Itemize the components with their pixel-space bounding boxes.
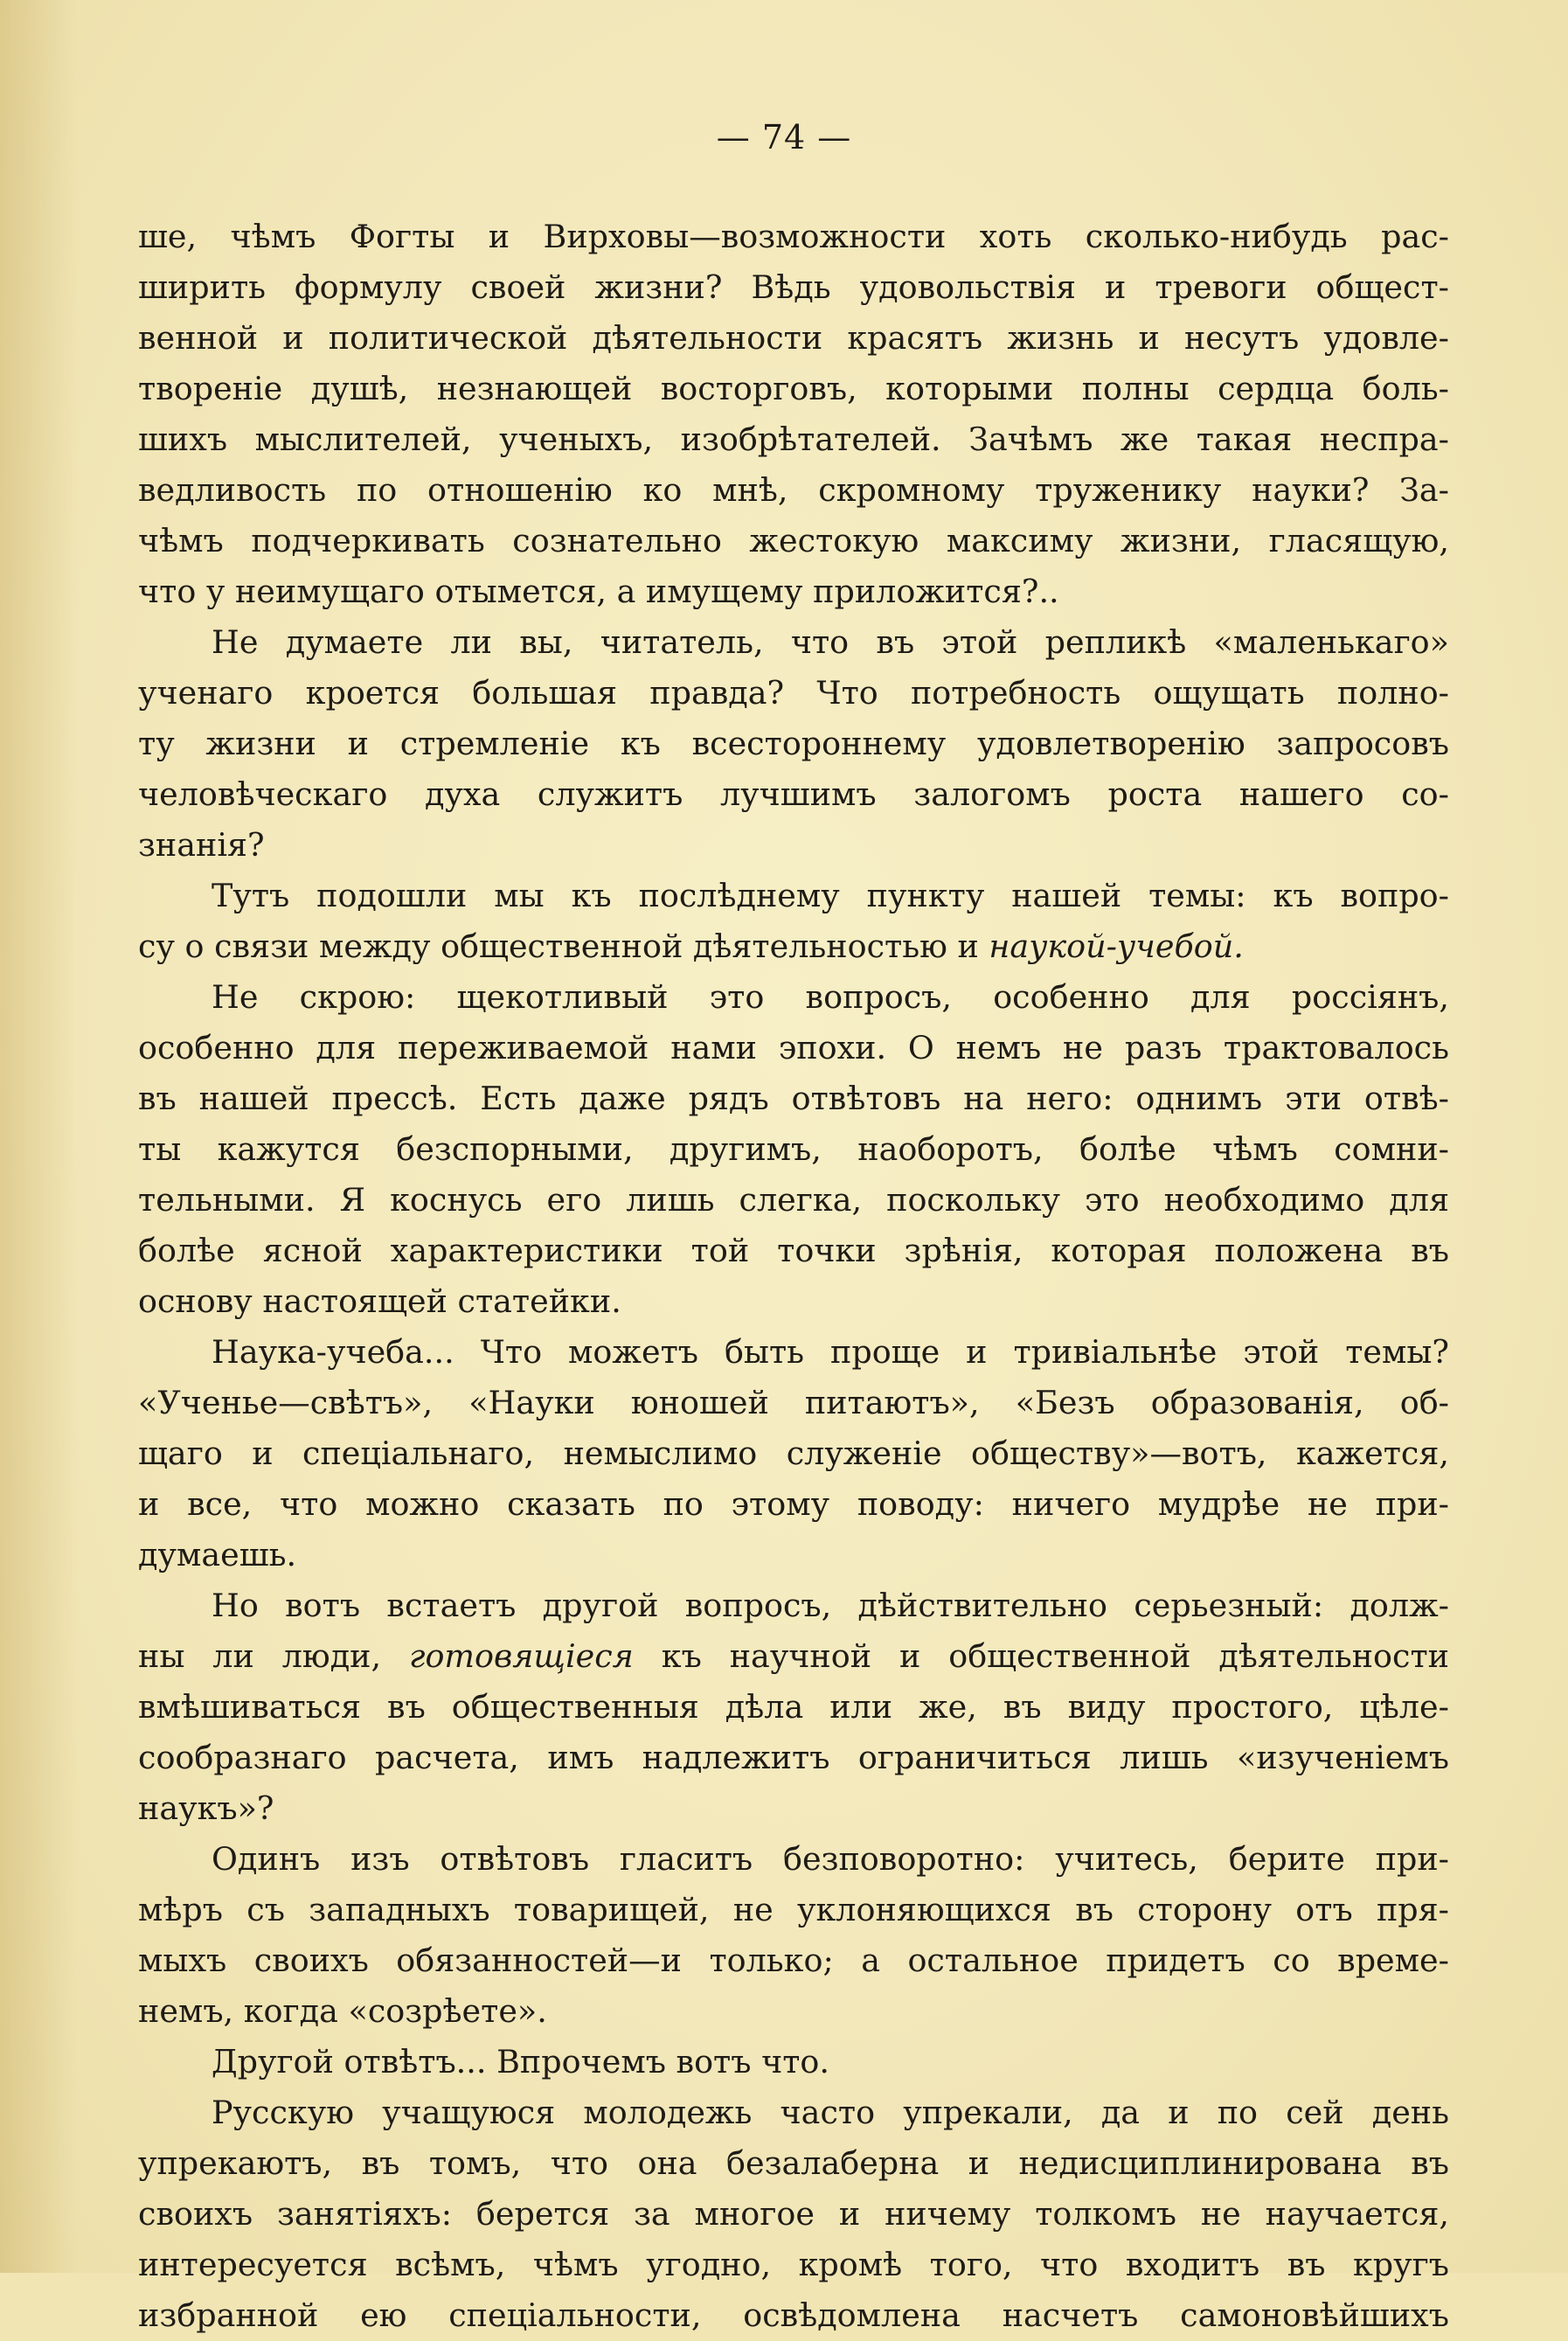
- text-line: [138, 769, 1449, 820]
- text-line-content: Но вотъ встаетъ другой вопросъ, дѣйствительно серьезный: долж-: [212, 1587, 1449, 1624]
- text-line-content: ны ли люди,: [138, 1637, 410, 1675]
- text-line-continuation: къ научной и общественной дѣятельности: [633, 1637, 1449, 1675]
- text-line-content: су о связи между общественной дѣятельностью и: [138, 927, 989, 965]
- text-line-content: мыхъ своихъ обязанностей—и только; а остальное придетъ со време-: [138, 1942, 1449, 1979]
- text-line: [138, 212, 1449, 262]
- text-line: [138, 2240, 1449, 2290]
- text-line: [138, 1530, 1449, 1580]
- text-line: [138, 516, 1449, 566]
- text-line-content: интересуется всѣмъ, чѣмъ угодно, кромѣ того, что входитъ въ кругъ: [138, 2246, 1449, 2283]
- text-line-content: мѣръ съ западныхъ товарищей, не уклоняющихся въ сторону отъ пря-: [138, 1891, 1449, 1928]
- text-line-content: ведливость по отношенію ко мнѣ, скромному труженику науки? За-: [138, 471, 1449, 509]
- body-text: [138, 212, 1449, 2341]
- text-line-content: упрекаютъ, въ томъ, что она безалаберна и недисциплинирована въ: [138, 2144, 1449, 2182]
- text-line-content: ту жизни и стремленіе къ всестороннему удовлетворенію запросовъ: [138, 725, 1449, 762]
- text-line-content: шихъ мыслителей, ученыхъ, изобрѣтателей. Зачѣмъ же такая неспра-: [138, 420, 1449, 458]
- text-line-content: знанія?: [138, 826, 265, 864]
- text-line-content: вмѣшиваться въ общественныя дѣла или же, въ виду простого, цѣле-: [138, 1688, 1449, 1726]
- text-line: [138, 1986, 1449, 2037]
- text-line: [138, 972, 1449, 1023]
- text-line-content: ученаго кроется большая правда? Что потребность ощущать полно-: [138, 674, 1449, 712]
- text-line: [138, 1276, 1449, 1327]
- text-line-content: щаго и спеціальнаго, немыслимо служеніе обществу»—вотъ, кажется,: [138, 1434, 1449, 1472]
- text-line: [138, 1733, 1449, 1783]
- text-line-content: венной и политической дѣятельности красятъ жизнь и несутъ удовле-: [138, 319, 1449, 357]
- text-line-content: наукъ»?: [138, 1789, 274, 1827]
- text-line-content: Не скрою: щекотливый это вопросъ, особенно для россіянъ,: [212, 978, 1449, 1016]
- text-line-content: своихъ занятіяхъ: берется за многое и ничему толкомъ не научается,: [138, 2195, 1449, 2233]
- text-line: [138, 1378, 1449, 1428]
- text-line: [138, 1327, 1449, 1378]
- text-line-content: немъ, когда «созрѣете».: [138, 1992, 547, 2030]
- text-line: [138, 668, 1449, 719]
- text-line-content: твореніе душѣ, незнающей восторговъ, которыми полны сердца боль-: [138, 370, 1449, 407]
- text-line-content: въ нашей прессѣ. Есть даже рядъ отвѣтовъ на него: однимъ эти отвѣ-: [138, 1080, 1449, 1117]
- text-line: [138, 2290, 1449, 2341]
- text-line: [138, 1580, 1449, 1631]
- text-line: [138, 1682, 1449, 1733]
- text-line-content: болѣе ясной характеристики той точки зрѣнія, которая положена въ: [138, 1232, 1449, 1269]
- text-line-content: тельными. Я коснусь его лишь слегка, поскольку это необходимо для: [138, 1181, 1449, 1219]
- text-line-content: чѣмъ подчеркивать сознательно жестокую максиму жизни, гласящую,: [138, 522, 1449, 559]
- text-line-content: Наука-учеба... Что можетъ быть проще и тривіальнѣе этой темы?: [212, 1333, 1449, 1371]
- text-line: [138, 1935, 1449, 1986]
- text-line: [138, 820, 1449, 871]
- text-line: [138, 1023, 1449, 1073]
- text-line: [138, 2087, 1449, 2138]
- text-line: [138, 871, 1449, 921]
- text-line-content: что у неимущаго отымется, а имущему приложится?..: [138, 573, 1059, 610]
- text-line-content: Тутъ подошли мы къ послѣднему пункту нашей темы: къ вопро-: [212, 877, 1449, 914]
- italic-emphasis: готовящіеся: [409, 1637, 634, 1675]
- text-line-content: «Ученье—свѣтъ», «Науки юношей питаютъ», «Безъ образованія, об-: [138, 1384, 1449, 1421]
- text-line: [138, 1175, 1449, 1226]
- text-line: [138, 719, 1449, 769]
- text-line-content: человѣческаго духа служитъ лучшимъ залогомъ роста нашего со-: [138, 775, 1449, 813]
- text-line-content: основу настоящей статейки.: [138, 1282, 621, 1320]
- text-line-content: ты кажутся безспорными, другимъ, наоборотъ, болѣе чѣмъ сомни-: [138, 1130, 1449, 1168]
- text-line: [138, 617, 1449, 668]
- text-line: [138, 2189, 1449, 2240]
- text-line: [138, 1885, 1449, 1935]
- text-line: [138, 1073, 1449, 1124]
- text-line-content: избранной ею спеціальности, освѣдомлена насчетъ самоновѣйшихъ: [138, 2296, 1449, 2334]
- text-line: [138, 921, 1449, 972]
- text-line: [138, 2138, 1449, 2189]
- text-line: [138, 465, 1449, 516]
- page-number: — 74 —: [716, 118, 852, 156]
- text-line: [138, 1428, 1449, 1479]
- text-line-content: сообразнаго расчета, имъ надлежитъ ограничиться лишь «изученіемъ: [138, 1739, 1449, 1776]
- text-line-content: Не думаете ли вы, читатель, что въ этой репликѣ «маленькаго»: [212, 623, 1449, 661]
- text-line-content: ше, чѣмъ Фогты и Вирховы—возможности хоть сколько-нибудь рас-: [138, 218, 1449, 255]
- text-line: [138, 2037, 1449, 2087]
- text-line: [138, 1783, 1449, 1834]
- text-line-content: Другой отвѣтъ... Впрочемъ вотъ что.: [212, 2043, 829, 2081]
- text-line: [138, 1631, 1449, 1682]
- text-line: [138, 313, 1449, 364]
- text-line: [138, 1226, 1449, 1276]
- text-line: [138, 566, 1449, 617]
- text-line: [138, 364, 1449, 414]
- text-line: [138, 1479, 1449, 1530]
- page-edge-shading: [0, 0, 79, 2273]
- text-line-content: и все, что можно сказать по этому поводу: ничего мудрѣе не при-: [138, 1485, 1449, 1523]
- text-line-content: ширить формулу своей жизни? Вѣдь удовольствія и тревоги общест-: [138, 268, 1449, 306]
- text-line: [138, 1834, 1449, 1885]
- text-line-content: думаешь.: [138, 1536, 297, 1573]
- text-line: [138, 1124, 1449, 1175]
- italic-emphasis: наукой-учебой.: [989, 927, 1244, 965]
- text-line: [138, 262, 1449, 313]
- text-line-content: Одинъ изъ отвѣтовъ гласитъ безповоротно: учитесь, берите при-: [212, 1840, 1449, 1878]
- text-line-content: особенно для переживаемой нами эпохи. О немъ не разъ трактовалось: [138, 1029, 1449, 1066]
- text-line: [138, 414, 1449, 465]
- text-line-content: Русскую учащуюся молодежь часто упрекали, да и по сей день: [212, 2094, 1449, 2131]
